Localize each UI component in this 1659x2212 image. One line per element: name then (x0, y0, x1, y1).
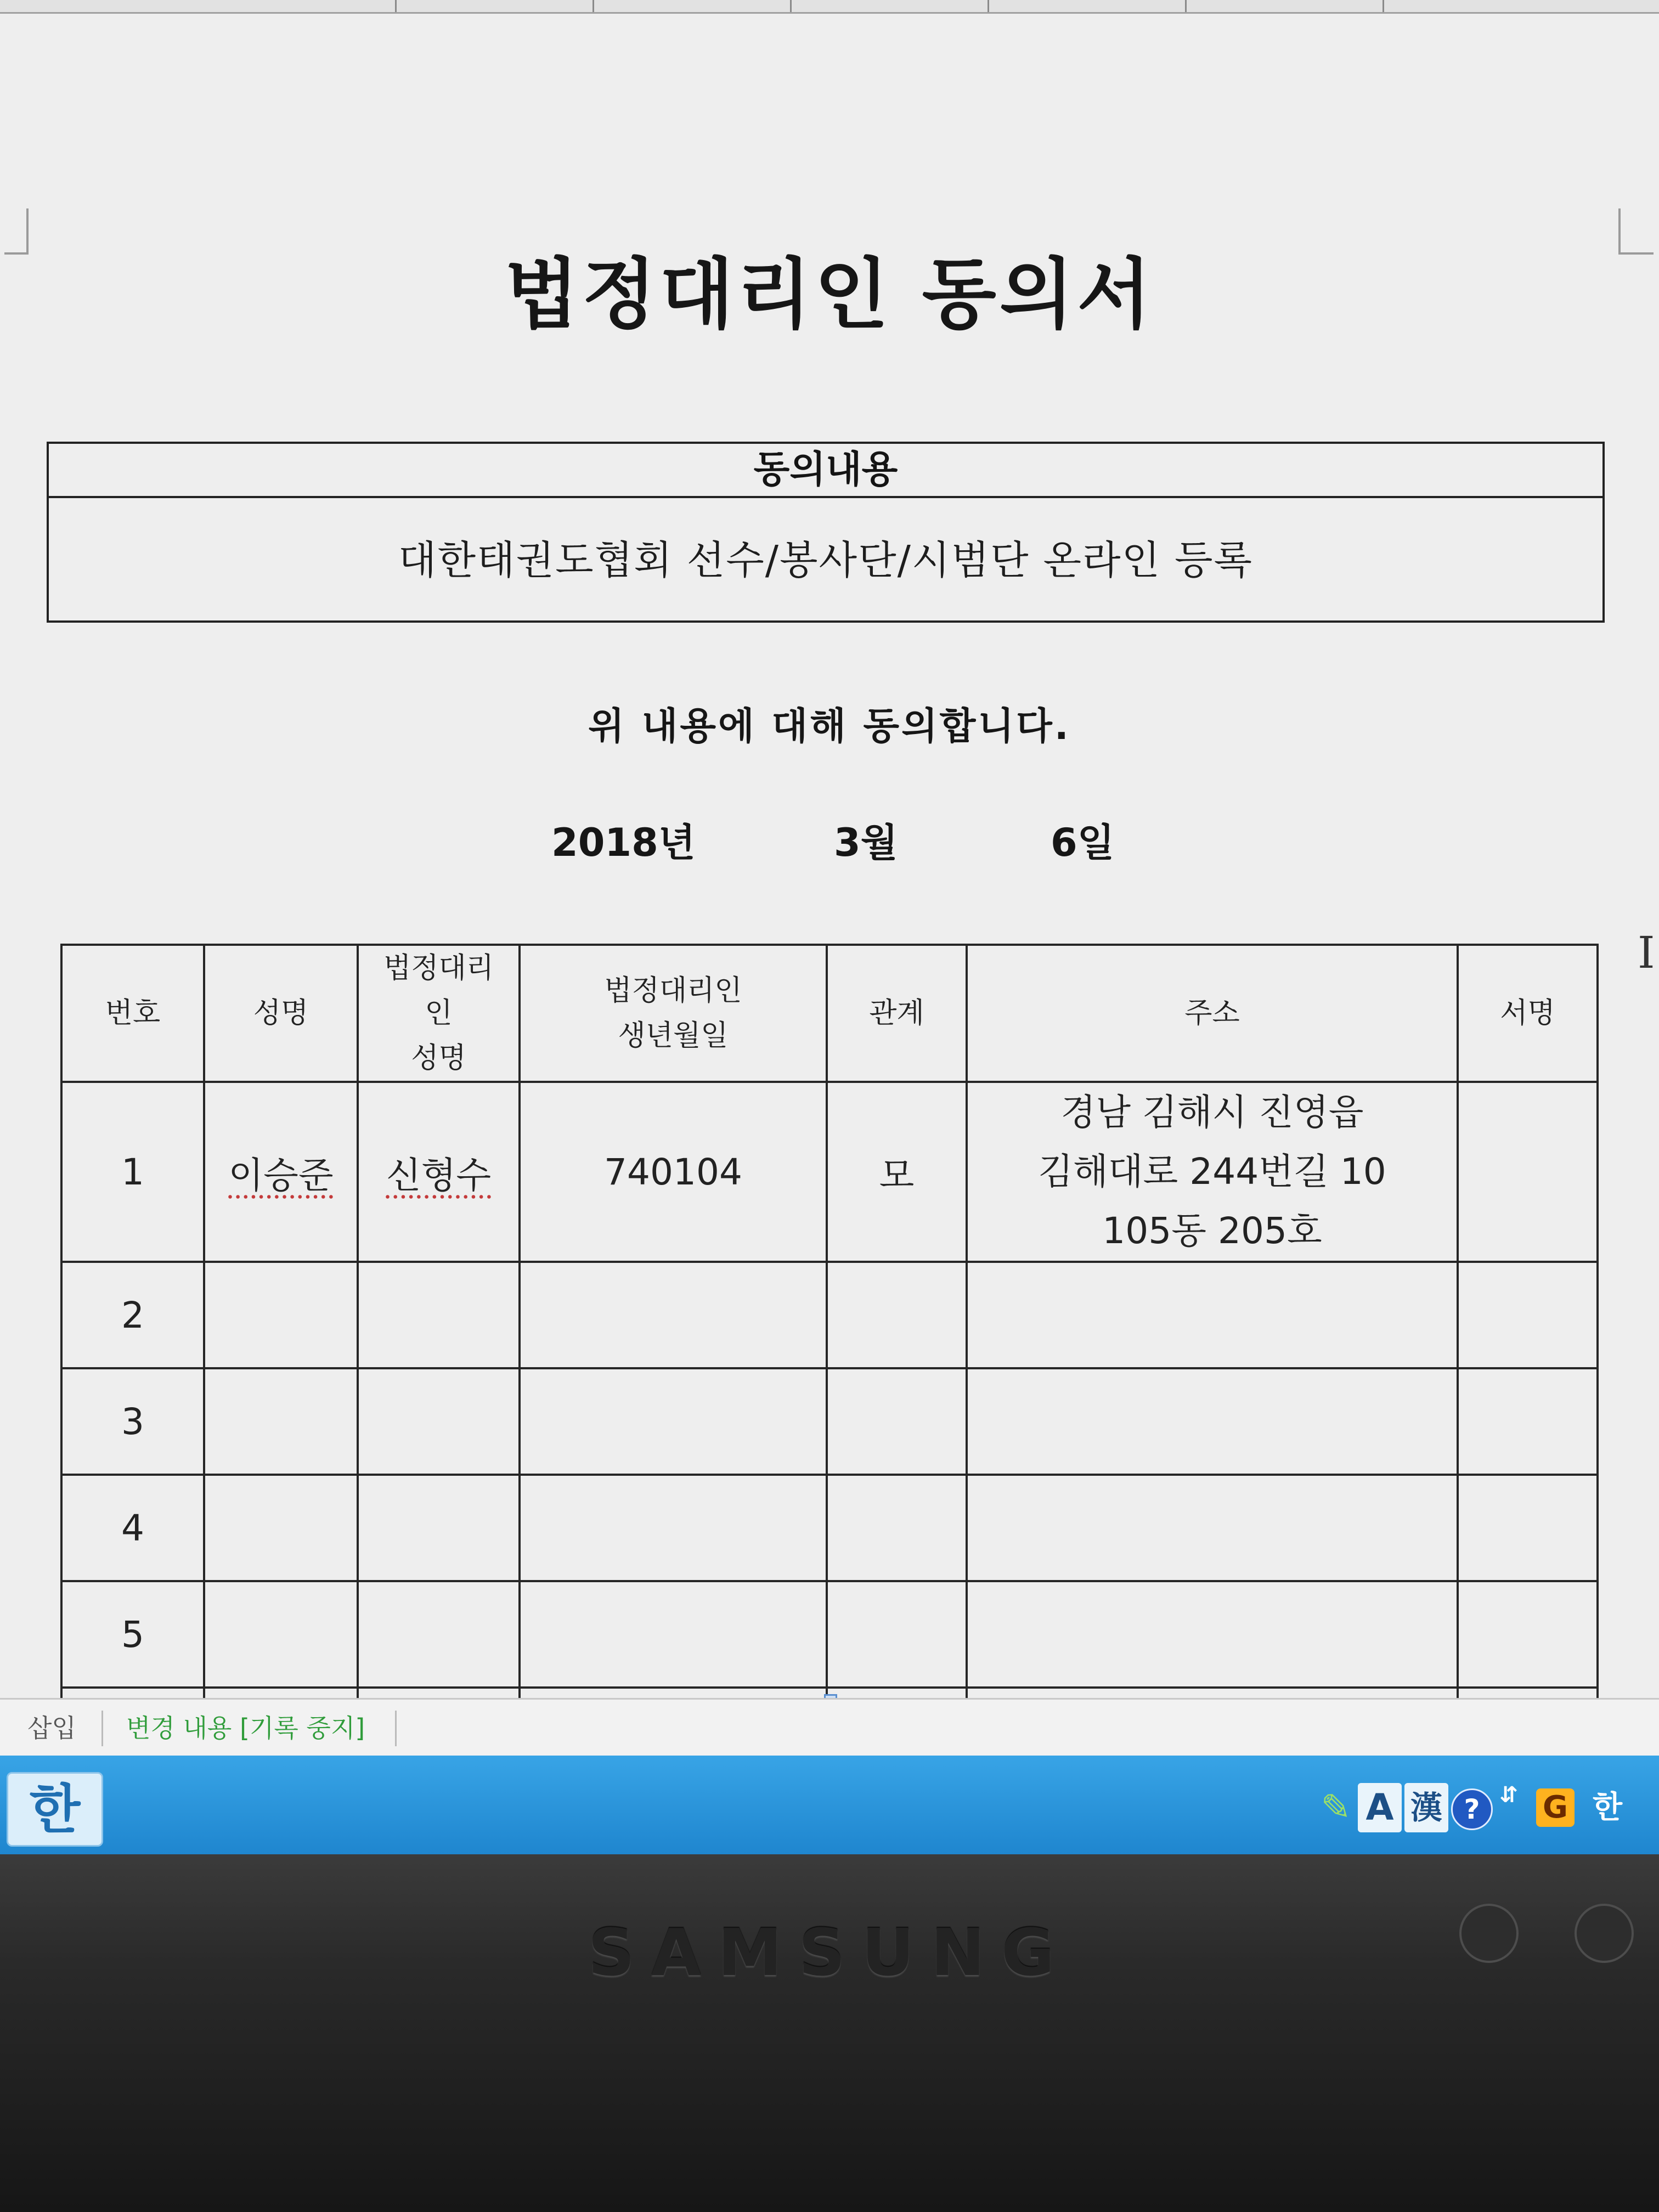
date-month: 3월 (834, 820, 898, 865)
guardian-name-cell[interactable] (358, 1475, 520, 1581)
consent-box (47, 442, 1605, 623)
table-row (61, 1475, 1598, 1581)
row-number[interactable]: 3 (61, 1368, 204, 1475)
g-app-icon[interactable]: G (1536, 1788, 1575, 1827)
document-title: 법정대리인 동의서 (504, 250, 1155, 340)
status-separator (101, 1711, 103, 1746)
row-number[interactable]: 5 (61, 1581, 204, 1688)
consent-content: 대한태권도협회 선수/봉사단/시범단 온라인 등록 (398, 537, 1254, 583)
guardian-name-text: 신형수 (386, 1154, 492, 1197)
signature-cell[interactable] (1458, 1688, 1598, 1698)
monitor-auto-button[interactable] (1575, 1904, 1634, 1963)
ruler-tick (790, 0, 792, 12)
header-cell: 주소 (967, 945, 1458, 1082)
signature-cell[interactable] (1458, 1581, 1598, 1688)
guardian-table (60, 944, 1599, 1698)
header-cell: 법정대리 인 성명 (358, 945, 520, 1082)
consent-header: 동의내용 (49, 444, 1602, 498)
ruler-tick (592, 0, 594, 12)
address-line: 경남 김해시 진영읍 (1060, 1091, 1364, 1133)
guardian-name-cell[interactable] (358, 1581, 520, 1688)
guardian-birth-cell[interactable] (520, 1581, 827, 1688)
header-cell: 번호 (61, 945, 204, 1082)
status-separator (395, 1711, 397, 1746)
table-row (61, 1082, 1598, 1262)
address-line: 김해대로 244번길 10 (1038, 1150, 1386, 1193)
address-line: 105동 205호 (1102, 1210, 1322, 1252)
row-number[interactable]: 4 (61, 1475, 204, 1581)
guardian-birth-cell[interactable] (520, 1475, 827, 1581)
name-cell[interactable] (204, 1581, 358, 1688)
header-cell: 관계 (827, 945, 967, 1082)
hanja-icon[interactable]: 漢 (1404, 1783, 1448, 1832)
ruler-tick (395, 0, 397, 12)
status-bar (0, 1698, 1659, 1757)
header-cell: 법정대리인 생년월일 (520, 945, 827, 1082)
taskbar (0, 1756, 1659, 1854)
address-cell[interactable] (967, 1688, 1458, 1698)
row-number[interactable]: 1 (61, 1082, 204, 1262)
row-number[interactable]: 2 (61, 1262, 204, 1368)
name-cell[interactable] (204, 1475, 358, 1581)
address-cell[interactable] (967, 1368, 1458, 1475)
relation-cell[interactable] (827, 1262, 967, 1368)
name-cell[interactable] (204, 1368, 358, 1475)
guardian-birth-cell[interactable] (520, 1368, 827, 1475)
guardian-name-cell[interactable] (358, 1688, 520, 1698)
guardian-name-cell[interactable] (358, 1262, 520, 1368)
relation-cell[interactable]: 모 (827, 1082, 967, 1262)
monitor-menu-button[interactable] (1459, 1904, 1519, 1963)
table-row (61, 1581, 1598, 1688)
signature-cell[interactable] (1458, 1262, 1598, 1368)
monitor-brand-logo: SAMSUNG (588, 1915, 1071, 1990)
date-day: 6일 (1051, 820, 1115, 865)
guardian-name-cell[interactable] (358, 1082, 520, 1262)
table-row (61, 1262, 1598, 1368)
relation-cell[interactable] (827, 1688, 967, 1698)
guardian-birth-cell[interactable] (520, 1262, 827, 1368)
horizontal-ruler[interactable] (0, 0, 1659, 14)
ruler-tick (1383, 0, 1384, 12)
name-cell[interactable] (204, 1082, 358, 1262)
help-icon[interactable]: ? (1451, 1788, 1493, 1830)
relation-cell[interactable] (827, 1368, 967, 1475)
relation-cell[interactable] (827, 1581, 967, 1688)
guardian-birth-cell[interactable] (520, 1688, 827, 1698)
options-arrow-icon[interactable]: ⇵ (1499, 1782, 1518, 1808)
monitor-bezel (0, 1854, 1659, 2212)
name-cell[interactable] (204, 1262, 358, 1368)
ruler-tick (1185, 0, 1187, 12)
address-cell[interactable] (967, 1082, 1458, 1262)
guardian-birth-cell[interactable]: 740104 (520, 1082, 827, 1262)
insert-mode-indicator[interactable]: 삽입 (27, 1713, 76, 1743)
signature-cell[interactable] (1458, 1368, 1598, 1475)
text-cursor-icon: Ι (1638, 927, 1655, 978)
date-year: 2018년 (551, 820, 696, 865)
hangul-ime-icon[interactable]: 한 (1592, 1790, 1623, 1825)
signature-cell[interactable] (1458, 1475, 1598, 1581)
header-cell: 서명 (1458, 945, 1598, 1082)
header-cell: 성명 (204, 945, 358, 1082)
address-cell[interactable] (967, 1262, 1458, 1368)
relation-cell[interactable] (827, 1475, 967, 1581)
name-cell[interactable] (204, 1688, 358, 1698)
address-cell[interactable] (967, 1581, 1458, 1688)
guardian-name-cell[interactable] (358, 1368, 520, 1475)
agreement-sentence: 위 내용에 대해 동의합니다. (588, 705, 1071, 748)
ruler-tick (988, 0, 989, 12)
ime-alpha-icon[interactable]: A (1358, 1783, 1402, 1832)
track-changes-indicator[interactable]: 변경 내용 [기록 중지] (126, 1713, 365, 1743)
hangul-app-icon[interactable]: 한 (7, 1772, 103, 1847)
address-cell[interactable] (967, 1475, 1458, 1581)
table-header-row (61, 945, 1598, 1082)
table-row (61, 1368, 1598, 1475)
signature-cell[interactable] (1458, 1082, 1598, 1262)
row-number[interactable] (61, 1688, 204, 1698)
pen-icon[interactable]: ✎ (1321, 1786, 1351, 1829)
name-text: 이승준 (228, 1154, 334, 1197)
